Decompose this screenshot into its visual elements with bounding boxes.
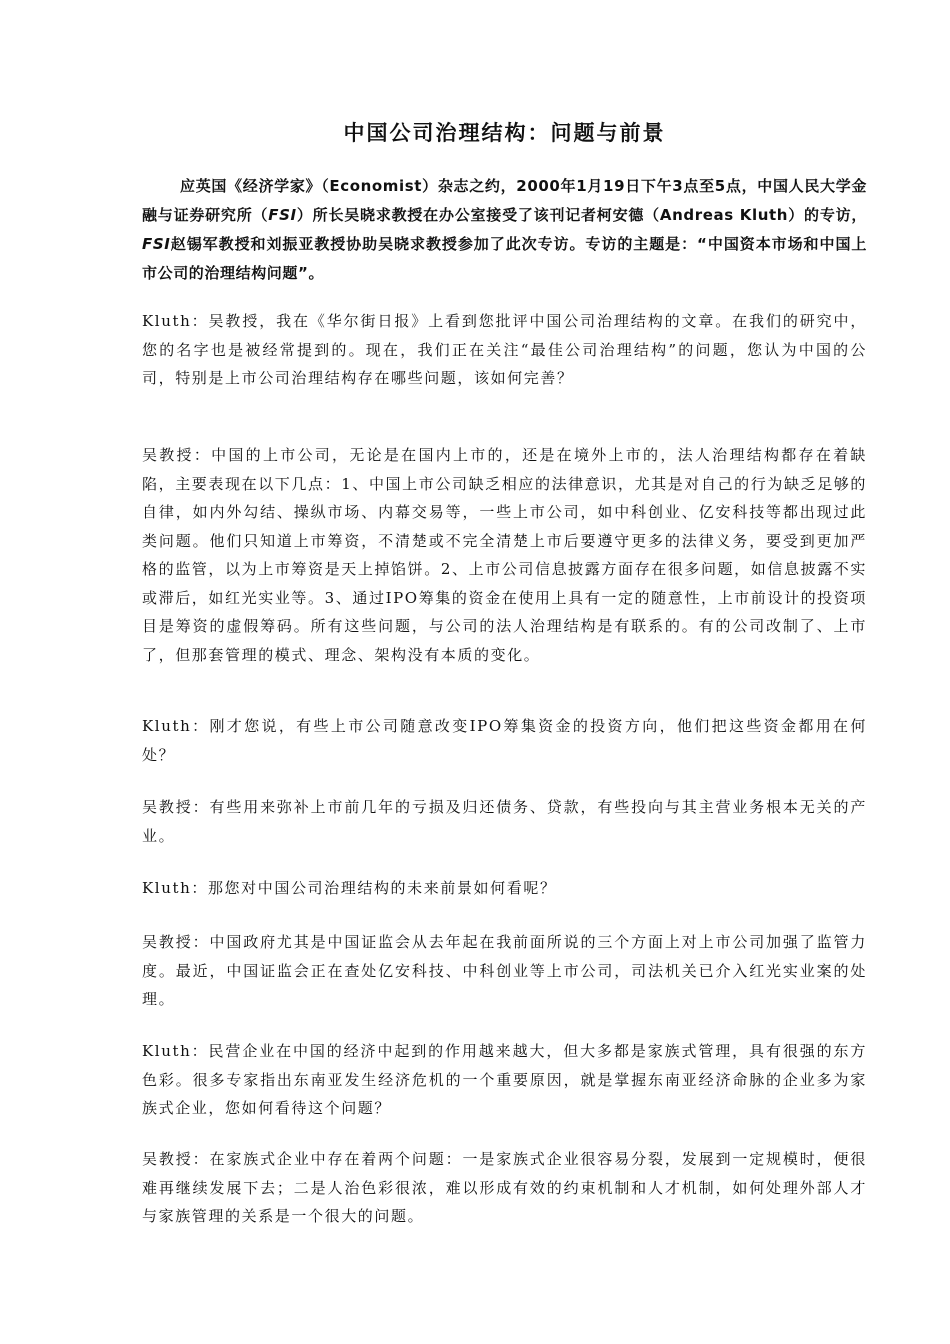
interview-paragraph: Kluth：刚才您说，有些上市公司随意改变IPO筹集资金的投资方向，他们把这些资金都用在何处？ [142,717,867,764]
interview-paragraph: 吴教授：有些用来弥补上市前几年的亏损及归还债务、贷款，有些投向与其主营业务根本无关的产业。 [142,798,867,845]
interview-paragraph: Kluth：吴教授，我在《华尔街日报》上看到您批评中国公司治理结构的文章。在我们的研究中，您的名字也是被经常提到的。现在，我们正在关注“最佳公司治理结构”的问题，您认为中国的公司，特别是上市公司治理结构存在哪些问题，该如何完善？ [142,312,867,387]
intro-text-2: ）所长吴晓求教授在办公室接受了该刊记者柯安德（Andreas Kluth）的专访， [296,206,867,224]
interview-paragraph: Kluth：那您对中国公司治理结构的未来前景如何看呢？ [142,879,557,897]
intro-text-3: 赵锡军教授和刘振亚教授协助吴晓求教授参加了此次专访。专访的主题是：“中国资本市场和中国上市公司的治理结构问题”。 [142,235,867,282]
interview-paragraph: 吴教授：中国的上市公司，无论是在国内上市的，还是在境外上市的，法人治理结构都存在着缺陷，主要表现在以下几点：1、中国上市公司缺乏相应的法律意识，尤其是对自己的行为缺乏足够的自律，如内外勾结、操纵市场、内幕交易等，一些上市公司，如中科创业、亿安科技等都出现过此类问题。他们只知道上市筹资，不清楚或不完全清楚上市后要遵守更多的法律义务，要受到更加严格的监管，以为上市筹资是天上掉馅饼。2、上市公司信息披露方面存在很多问题，如信息披露不实或滞后，如红光实业等。3、通过IPO筹集的资金在使用上具有一定的随意性，上市前设计的投资项目是筹资的虚假筹码。所有这些问题，与公司的法人治理结构是有联系的。有的公司改制了、上市了，但那套管理的模式、理念、架构没有本质的变化。 [142,446,867,664]
intro-text-1: 应英国《经济学家》（Economist）杂志之约，2000年1月19日下午3点至5点，中国人民大学金融与证券研究所（ [142,177,867,224]
document-title: 中国公司治理结构：问题与前景 [343,121,666,145]
interview-paragraph: 吴教授：中国政府尤其是中国证监会从去年起在我前面所说的三个方面上对上市公司加强了监管力度。最近，中国证监会正在查处亿安科技、中科创业等上市公司，司法机关已介入红光实业案的处理。 [142,933,867,1008]
intro-paragraph [142,172,867,288]
fsi-abbreviation: FSI [268,206,297,224]
interview-paragraph: 吴教授：在家族式企业中存在着两个问题：一是家族式企业很容易分裂，发展到一定规模时，便很难再继续发展下去；二是人治色彩很浓，难以形成有效的约束机制和人才机制，如何处理外部人才与家族管理的关系是一个很大的问题。 [142,1150,867,1225]
fsi-abbreviation: FSI [142,235,171,253]
interview-paragraph: Kluth：民营企业在中国的经济中起到的作用越来越大，但大多都是家族式管理，具有很强的东方色彩。很多专家指出东南亚发生经济危机的一个重要原因，就是掌握东南亚经济命脉的企业多为家族式企业，您如何看待这个问题？ [142,1042,867,1117]
